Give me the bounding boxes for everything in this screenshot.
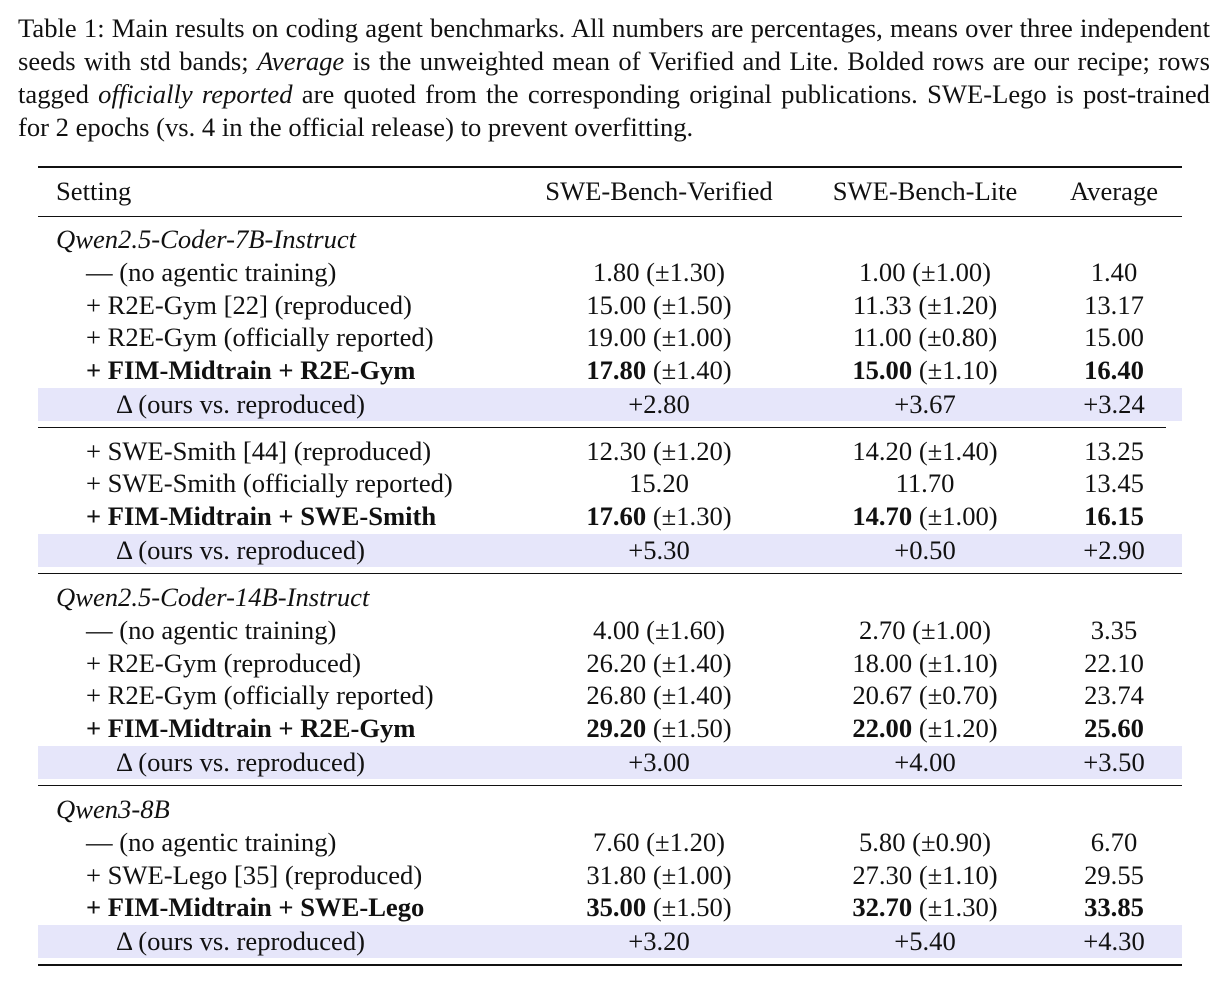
average-cell: 23.74 (1084, 680, 1144, 710)
table-row-ours (38, 500, 1182, 533)
row-label: + SWE-Smith (officially reported) (86, 468, 453, 498)
model-row-qwen25-coder-7b (38, 223, 1182, 256)
verified-cell: 35.00 (±1.50) (586, 892, 732, 922)
row-label: + FIM-Midtrain + R2E-Gym (86, 355, 416, 385)
table-row (38, 467, 1182, 500)
delta-row (38, 746, 1182, 779)
table-row-ours (38, 712, 1182, 745)
header-lite: SWE-Bench-Lite (832, 176, 1018, 206)
verified-cell: 7.60 (±1.20) (592, 827, 726, 857)
model-name: Qwen2.5-Coder-14B-Instruct (56, 582, 370, 612)
average-cell: 13.17 (1084, 290, 1144, 320)
verified-cell: 12.30 (±1.20) (586, 436, 732, 466)
lite-cell: 15.00 (±1.10) (852, 355, 998, 385)
row-label: — (no agentic training) (86, 615, 337, 645)
average-cell: 25.60 (1084, 713, 1144, 743)
row-label: + R2E-Gym (officially reported) (86, 322, 434, 352)
row-label: + SWE-Lego [35] (reproduced) (86, 860, 423, 890)
table-row (38, 256, 1182, 289)
table-row (38, 826, 1182, 859)
average-cell: 15.00 (1084, 322, 1144, 352)
table-caption (18, 12, 1210, 144)
header-rule (38, 216, 1182, 217)
caption-text-1: Table 1: Main results on coding agent benchmarks. All numbers are percentages, means over three independent seeds with std bands; (18, 13, 1210, 76)
table-row (38, 321, 1182, 354)
row-label: + SWE-Smith [44] (reproduced) (86, 436, 432, 466)
table-row (38, 647, 1182, 680)
average-cell: 22.10 (1084, 648, 1144, 678)
average-cell: +3.50 (1083, 747, 1145, 777)
table-row-ours (38, 891, 1182, 924)
verified-cell: 19.00 (±1.00) (586, 322, 732, 352)
model-name: Qwen3-8B (56, 794, 170, 824)
caption-officially-reported-term: officially reported (98, 79, 293, 109)
bottom-rule (38, 964, 1182, 966)
row-label: + R2E-Gym (officially reported) (86, 680, 434, 710)
verified-cell: 17.60 (±1.30) (586, 501, 732, 531)
lite-cell: +5.40 (894, 926, 956, 956)
verified-cell: 26.20 (±1.40) (586, 648, 732, 678)
model-row-qwen25-coder-14b (38, 581, 1182, 614)
caption-average-term: Average (257, 46, 345, 76)
top-rule (38, 166, 1182, 168)
average-cell: 16.40 (1084, 355, 1144, 385)
delta-row (38, 534, 1182, 567)
lite-cell: 11.70 (895, 468, 955, 498)
verified-cell: 4.00 (±1.60) (592, 615, 726, 645)
average-cell: 3.35 (1090, 615, 1138, 645)
header-row (38, 175, 1182, 208)
lite-cell: 22.00 (±1.20) (852, 713, 998, 743)
row-label: Δ (ours vs. reproduced) (116, 747, 365, 777)
verified-cell: 1.80 (±1.30) (592, 257, 726, 287)
table-row (38, 435, 1182, 468)
table-row (38, 679, 1182, 712)
model-row-qwen3-8b (38, 793, 1182, 826)
header-setting: Setting (56, 176, 132, 206)
lite-cell: +3.67 (894, 389, 956, 419)
section-rule (38, 573, 1182, 574)
average-cell: 16.15 (1084, 501, 1144, 531)
lite-cell: 32.70 (±1.30) (852, 892, 998, 922)
average-cell: 13.45 (1084, 468, 1144, 498)
verified-cell: +3.00 (628, 747, 690, 777)
lite-cell: 11.00 (±0.80) (852, 322, 998, 352)
lite-cell: +4.00 (894, 747, 956, 777)
table-row (38, 289, 1182, 322)
average-cell: 33.85 (1084, 892, 1144, 922)
header-average: Average (1069, 176, 1159, 206)
delta-row (38, 925, 1182, 958)
section-rule (38, 785, 1182, 786)
row-label: + FIM-Midtrain + SWE-Smith (86, 501, 437, 531)
verified-cell: +2.80 (628, 389, 690, 419)
verified-cell: 26.80 (±1.40) (586, 680, 732, 710)
lite-cell: 1.00 (±1.00) (858, 257, 992, 287)
row-label: + R2E-Gym [22] (reproduced) (86, 290, 412, 320)
row-label: + R2E-Gym (reproduced) (86, 648, 361, 678)
verified-cell: 31.80 (±1.00) (586, 860, 732, 890)
lite-cell: 18.00 (±1.10) (852, 648, 998, 678)
table-row (38, 614, 1182, 647)
average-cell: 6.70 (1090, 827, 1138, 857)
header-verified: SWE-Bench-Verified (545, 176, 773, 206)
row-label: — (no agentic training) (86, 827, 337, 857)
verified-cell: +3.20 (628, 926, 690, 956)
caption-text-3: are quoted from the corresponding original publications. SWE-Lego is post-trained for 2 epochs (vs. 4 in the official release) to prevent overfitting. (18, 79, 1210, 142)
average-cell: 1.40 (1090, 257, 1138, 287)
average-cell: +3.24 (1083, 389, 1145, 419)
row-label: Δ (ours vs. reproduced) (116, 535, 365, 565)
caption-text-2: is the unweighted mean of Verified and Lite. Bolded rows are our recipe; rows tagged (18, 46, 1210, 109)
verified-cell: 15.20 (629, 468, 689, 498)
lite-cell: +0.50 (894, 535, 956, 565)
average-cell: 13.25 (1084, 436, 1144, 466)
lite-cell: 14.70 (±1.00) (852, 501, 998, 531)
lite-cell: 14.20 (±1.40) (852, 436, 998, 466)
lite-cell: 20.67 (±0.70) (852, 680, 998, 710)
lite-cell: 2.70 (±1.00) (858, 615, 992, 645)
row-label: Δ (ours vs. reproduced) (116, 389, 365, 419)
subsection-rule (38, 427, 1166, 428)
row-label: + FIM-Midtrain + R2E-Gym (86, 713, 416, 743)
row-label: Δ (ours vs. reproduced) (116, 926, 365, 956)
lite-cell: 11.33 (±1.20) (852, 290, 998, 320)
lite-cell: 5.80 (±0.90) (858, 827, 992, 857)
verified-cell: 15.00 (±1.50) (586, 290, 732, 320)
model-name: Qwen2.5-Coder-7B-Instruct (56, 224, 357, 254)
table-row (38, 859, 1182, 892)
row-label: + FIM-Midtrain + SWE-Lego (86, 892, 425, 922)
verified-cell: 17.80 (±1.40) (586, 355, 732, 385)
verified-cell: 29.20 (±1.50) (586, 713, 732, 743)
verified-cell: +5.30 (628, 535, 690, 565)
delta-row (38, 388, 1182, 421)
average-cell: 29.55 (1084, 860, 1144, 890)
table-row-ours (38, 354, 1182, 387)
average-cell: +2.90 (1083, 535, 1145, 565)
average-cell: +4.30 (1083, 926, 1145, 956)
lite-cell: 27.30 (±1.10) (852, 860, 998, 890)
row-label: — (no agentic training) (86, 257, 337, 287)
